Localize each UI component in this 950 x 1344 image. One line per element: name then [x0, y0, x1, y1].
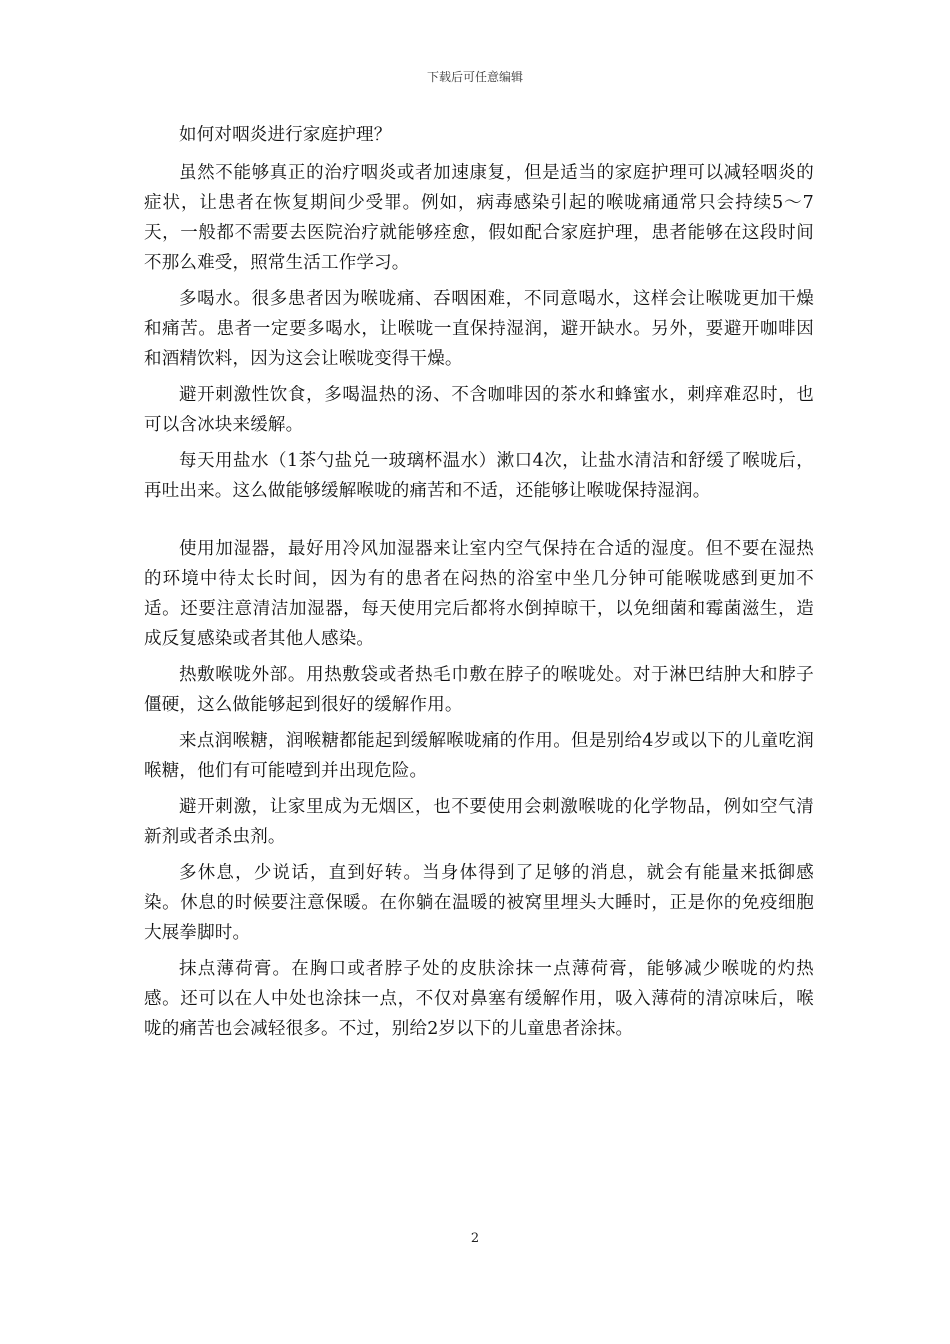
paragraph-intro: 虽然不能够真正的治疗咽炎或者加速康复，但是适当的家庭护理可以减轻咽炎的症状，让患者在恢复期间少受罪。例如，病毒感染引起的喉咙痛通常只会持续5～7天，一般都不需要去医院治疗就能够痊愈，假如配合家庭护理，患者能够在这段时间不那么难受，照常生活工作学习。: [144, 163, 814, 273]
paragraph-salt-water-gargle: 每天用盐水（1茶勺盐兑一玻璃杯温水）漱口4次，让盐水清洁和舒缓了喉咙后，再吐出来。这么做能够缓解喉咙的痛苦和不适，还能够让喉咙保持湿润。: [144, 451, 814, 501]
paragraph-rest: 多休息，少说话，直到好转。当身体得到了足够的消息，就会有能量来抵御感染。休息的时候要注意保暖。在你躺在温暖的被窝里埋头大睡时，正是你的免疫细胞大展拳脚时。: [144, 863, 814, 943]
page-number: 2: [470, 1231, 480, 1246]
document-title: 如何对咽炎进行家庭护理？: [179, 125, 392, 145]
paragraph-drink-water: 多喝水。很多患者因为喉咙痛、吞咽困难，不同意喝水，这样会让喉咙更加干燥和痛苦。患者一定要多喝水，让喉咙一直保持湿润，避开缺水。另外，要避开咖啡因和酒精饮料，因为这会让喉咙变得干燥。: [144, 289, 814, 369]
paragraph-humidifier: 使用加湿器，最好用冷风加湿器来让室内空气保持在合适的湿度。但不要在湿热的环境中待太长时间，因为有的患者在闷热的浴室中坐几分钟可能喉咙感到更加不适。还要注意清洁加湿器，每天使用完后都将水倒掉晾干，以免细菌和霉菌滋生，造成反复感染或者其他人感染。: [144, 539, 814, 649]
paragraph-spacer: [144, 506, 814, 534]
paragraph-hot-compress: 热敷喉咙外部。用热敷袋或者热毛巾敷在脖子的喉咙处。对于淋巴结肿大和脖子僵硬，这么做能够起到很好的缓解作用。: [144, 665, 814, 715]
paragraph-throat-lozenges: 来点润喉糖，润喉糖都能起到缓解喉咙痛的作用。但是别给4岁或以下的儿童吃润喉糖，他们有可能噎到并出现危险。: [144, 731, 814, 781]
document-body: [144, 120, 814, 1044]
paragraph-mint-balm: 抹点薄荷膏。在胸口或者脖子处的皮肤涂抹一点薄荷膏，能够减少喉咙的灼热感。还可以在人中处也涂抹一点，不仅对鼻塞有缓解作用，吸入薄荷的清凉味后，喉咙的痛苦也会减轻很多。不过，别给2岁以下的儿童患者涂抹。: [144, 959, 814, 1039]
header-note: 下载后可任意编辑: [426, 70, 523, 84]
paragraph-avoid-irritating-food: 避开刺激性饮食，多喝温热的汤、不含咖啡因的茶水和蜂蜜水，刺痒难忍时，也可以含冰块来缓解。: [144, 385, 814, 435]
paragraph-avoid-irritants: 避开刺激，让家里成为无烟区，也不要使用会刺激喉咙的化学物品，例如空气清新剂或者杀虫剂。: [144, 797, 814, 847]
